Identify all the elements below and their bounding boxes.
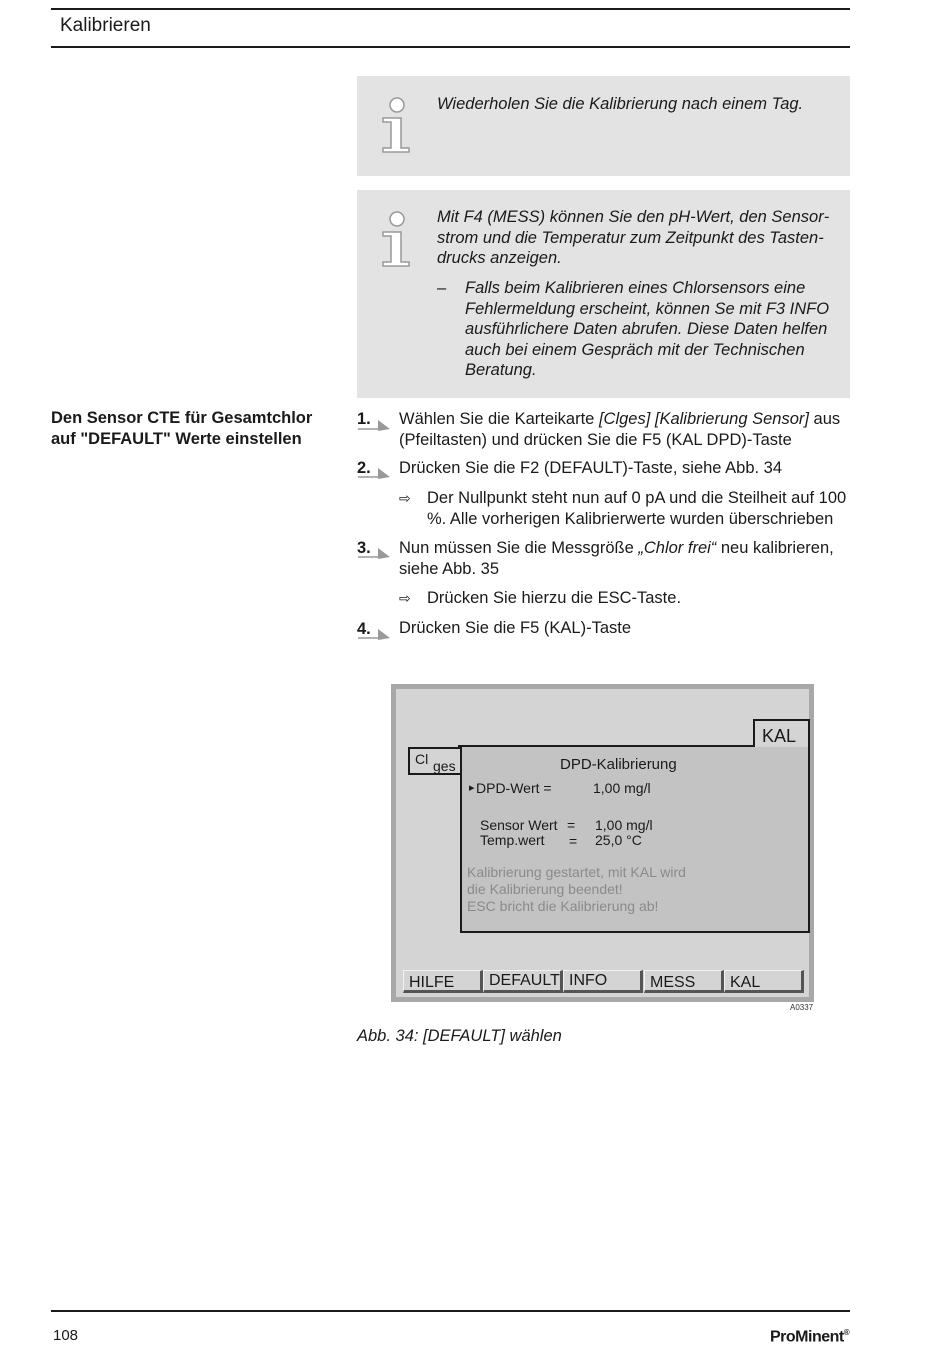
step-4-number: 4. <box>357 620 371 638</box>
sensor-label: Sensor Wert <box>480 817 558 833</box>
note-2-bullet: – <box>437 279 447 297</box>
temp-value: 25,0 °C <box>595 832 642 848</box>
step-3-text: Nun müssen Sie die Messgröße „Chlor frei“ neu kalibrieren, siehe Abb. 35 <box>399 539 834 578</box>
tab-kal-label: KAL <box>762 726 797 746</box>
header-rule <box>51 46 850 48</box>
softkey-info[interactable]: INFO <box>563 970 643 993</box>
step-1-text: Wählen Sie die Karteikarte [Clges] [Kalibrierung Sensor] aus (Pfeiltasten) und drücken Sie die F5 (KAL DPD)-Taste <box>399 410 841 449</box>
step-3-result: Drücken Sie hierzu die ESC-Taste. <box>427 589 682 607</box>
calibration-panel <box>460 747 810 933</box>
brand-logo: ProMinent® <box>770 1328 850 1346</box>
result-arrow-icon: ⇨ <box>399 590 411 606</box>
sensor-eq: = <box>567 817 576 833</box>
step-4-text: Drücken Sie die F5 (KAL)-Taste <box>399 619 632 637</box>
result-arrow-icon: ⇨ <box>399 490 411 506</box>
softkey-hilfe[interactable]: HILFE <box>403 970 483 993</box>
step-arrow-icon <box>358 546 392 560</box>
info-note-2 <box>357 190 850 398</box>
step-arrow-icon <box>358 466 392 480</box>
note-2-bullet-text: Falls beim Kalibrieren eines Chlorsensors eine Fehlermeldung erscheint, können Se mit F3 INFO ausführlichere Daten abrufen. Diese Daten helfen auch bei einem Gespräch mit der Technischen Beratung. <box>465 279 830 379</box>
step-1-number: 1. <box>357 410 371 428</box>
note-1-text: Wiederholen Sie die Kalibrierung nach einem Tag. <box>437 95 804 113</box>
status-message-line-2: die Kalibrierung beendet! <box>467 881 623 897</box>
pointer-icon: ▸ <box>469 782 475 794</box>
softkey-kal[interactable]: KAL <box>724 970 804 993</box>
page-number: 108 <box>53 1327 79 1344</box>
temp-label: Temp.wert <box>480 832 545 848</box>
status-message-line-3: ESC bricht die Kalibrierung ab! <box>467 898 659 914</box>
temp-eq: = <box>569 833 578 849</box>
section-heading: Den Sensor CTE für Gesamtchlor auf "DEFAULT" Werte einstellen <box>51 409 313 448</box>
step-2-result: Der Nullpunkt steht nun auf 0 pA und die Steilheit auf 100 %. Alle vorherigen Kalibrierwerte wurden überschrieben <box>427 489 847 528</box>
step-arrow-icon <box>358 627 392 641</box>
screen-display <box>396 689 809 997</box>
page-header-title: Kalibrieren <box>60 15 151 36</box>
panel-title: DPD-Kalibrierung <box>560 756 677 773</box>
info-note-1 <box>357 76 850 176</box>
footer-rule <box>51 1310 850 1312</box>
tab-cl-label: Cl <box>415 751 429 767</box>
step-3-number: 3. <box>357 539 371 557</box>
info-icon <box>379 210 413 268</box>
dpd-label[interactable]: DPD-Wert = <box>476 780 552 796</box>
softkey-mess[interactable]: MESS <box>644 970 724 993</box>
step-arrow-icon <box>358 418 392 432</box>
top-rule <box>51 8 850 10</box>
figure-caption: Abb. 34: [DEFAULT] wählen <box>357 1027 562 1045</box>
status-message-line-1: Kalibrierung gestartet, mit KAL wird <box>467 864 686 880</box>
note-2-text: Mit F4 (MESS) können Sie den pH-Wert, den Sensorstrom und die Temperatur zum Zeitpunkt des Tastendrucks anzeigen. <box>437 208 830 267</box>
sensor-value: 1,00 mg/l <box>595 817 653 833</box>
device-screen <box>391 684 814 1002</box>
step-2-number: 2. <box>357 459 371 477</box>
figure-code: A0337 <box>790 1003 814 1012</box>
info-icon <box>379 96 413 154</box>
tab-cl-ges[interactable] <box>408 747 460 775</box>
dpd-value[interactable]: 1,00 mg/l <box>593 780 651 796</box>
softkey-default[interactable]: DEFAULT <box>483 970 563 993</box>
tab-ges-label: ges <box>433 758 456 774</box>
step-2-text: Drücken Sie die F2 (DEFAULT)-Taste, siehe Abb. 34 <box>399 459 783 477</box>
